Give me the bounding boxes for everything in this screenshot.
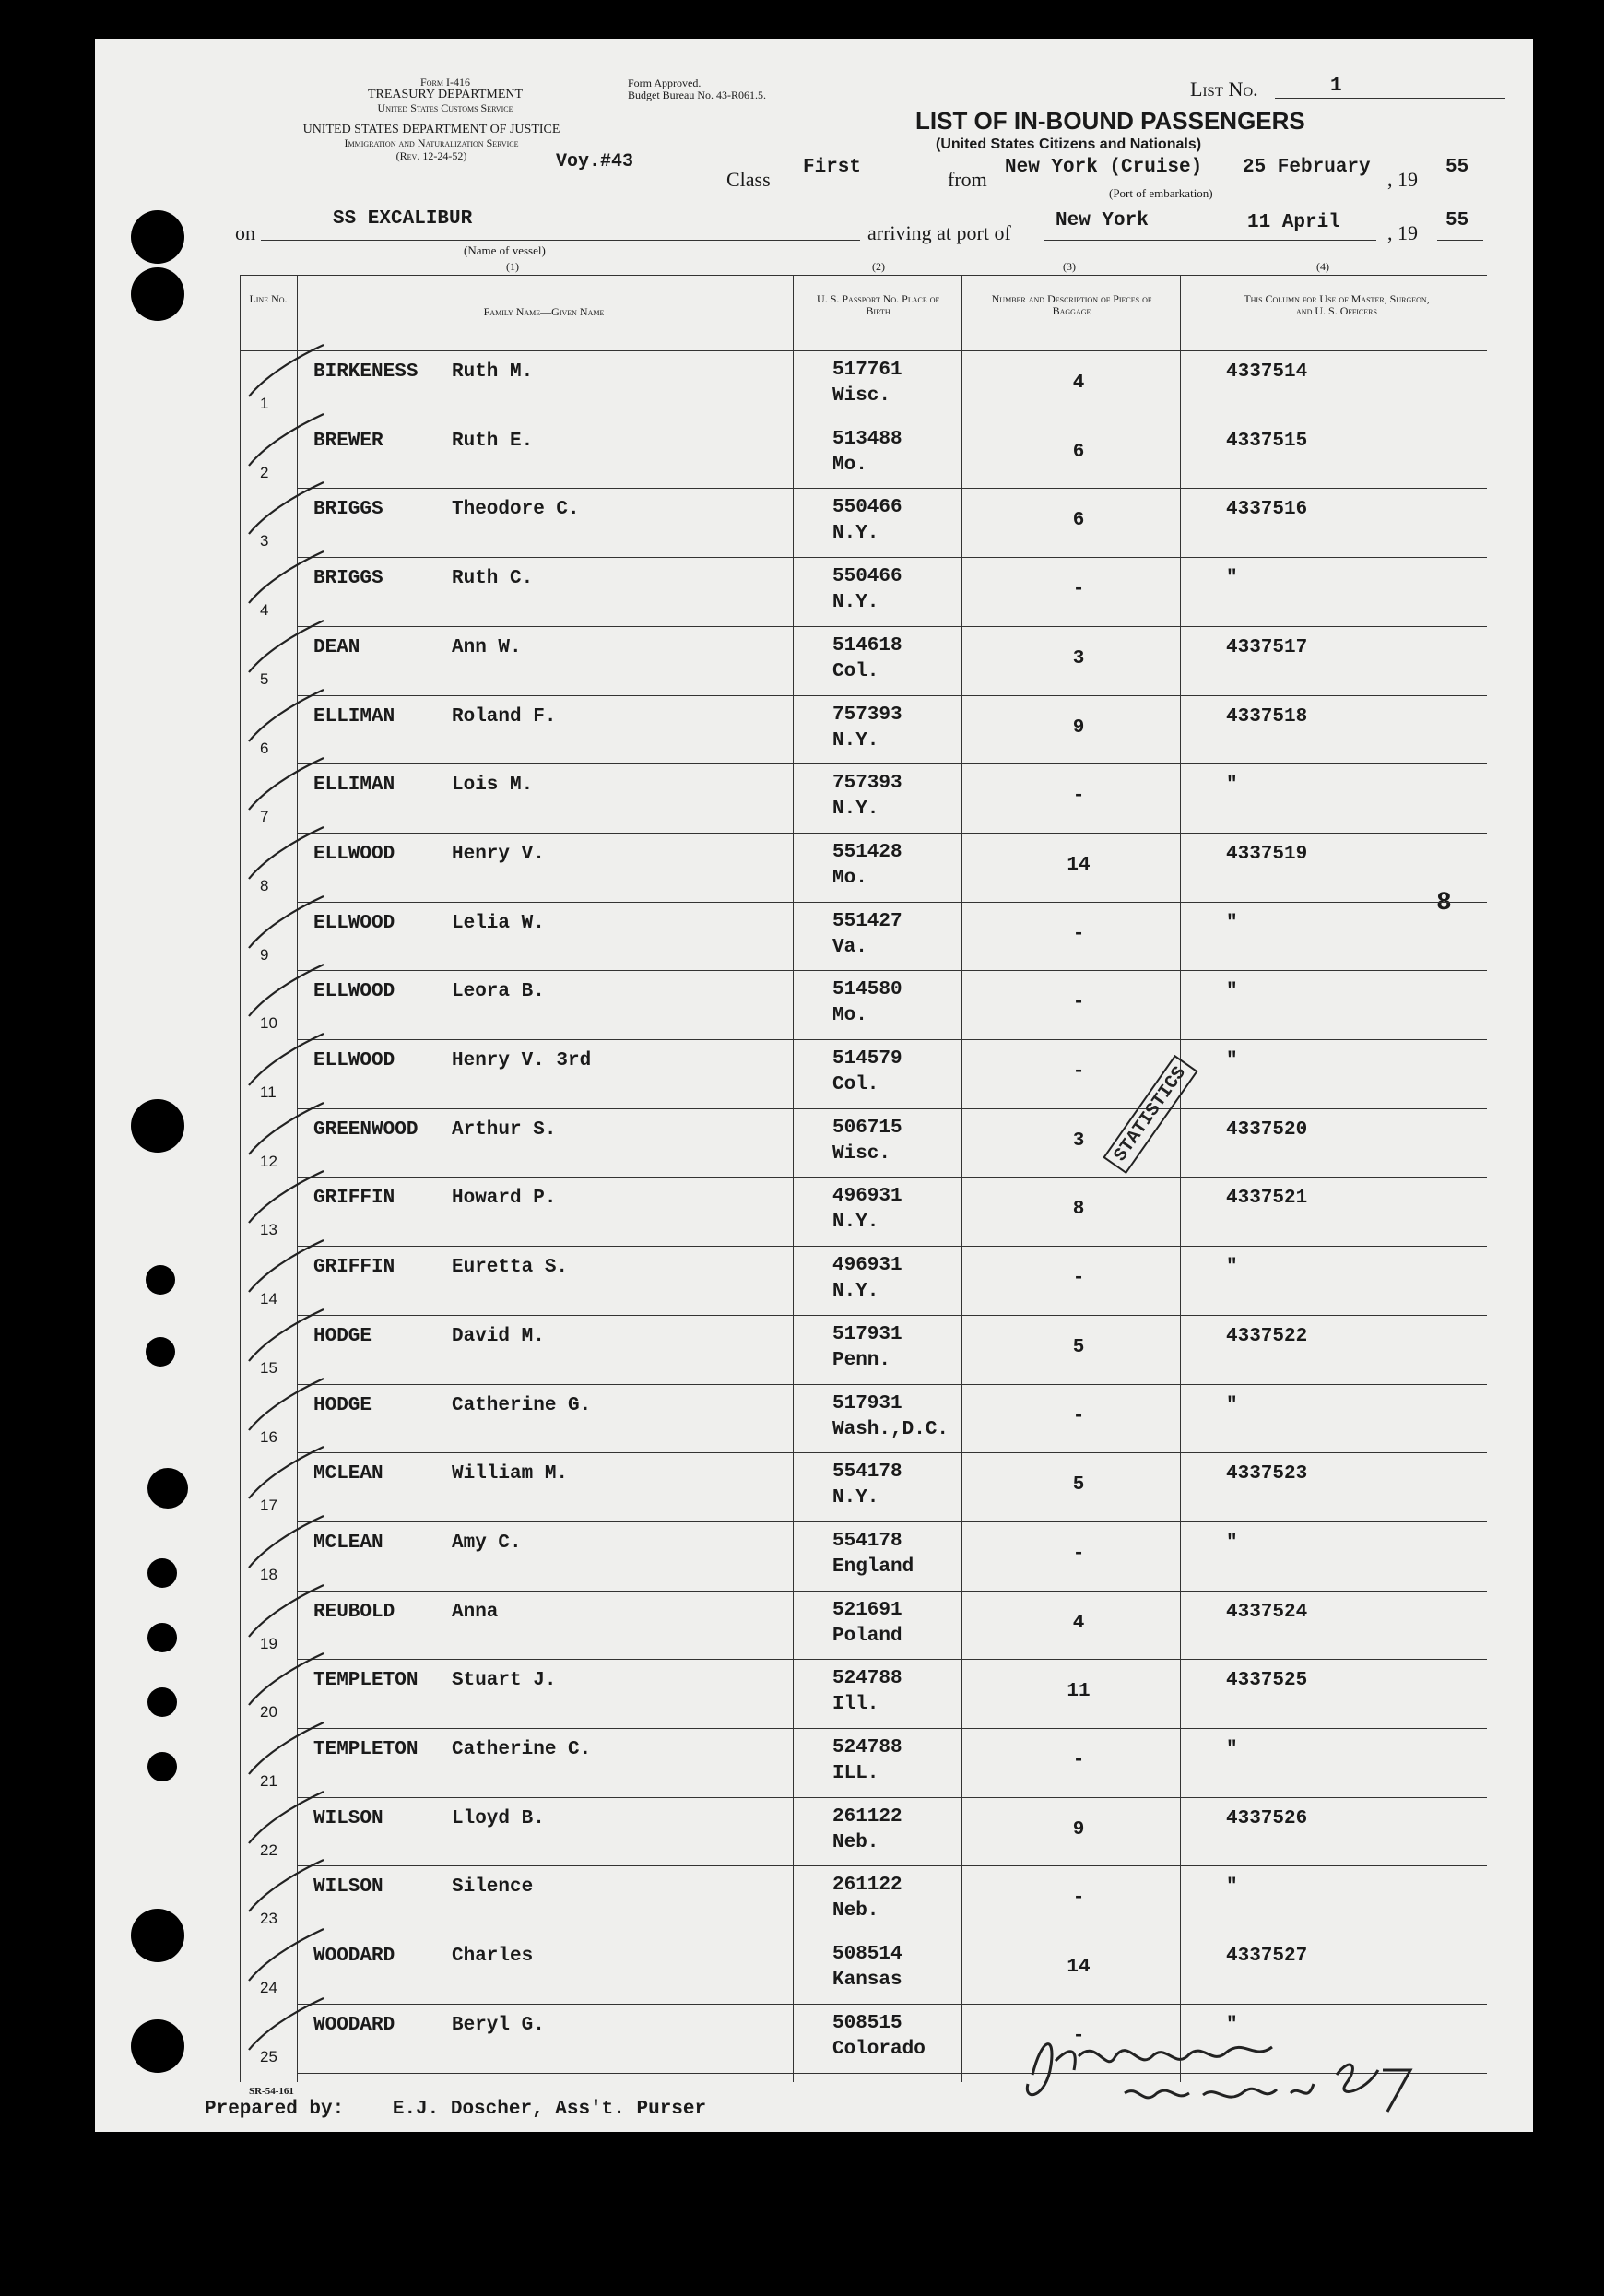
family-name: BRIGGS [313, 568, 383, 590]
table-row [240, 1865, 1487, 1935]
table-row [240, 1384, 1487, 1453]
given-name: Catherine C. [452, 1739, 592, 1760]
family-name: TEMPLETON [313, 1739, 419, 1760]
table-row [240, 626, 1487, 695]
line-number: 24 [260, 1979, 277, 1997]
passport-number: 261122 [832, 1805, 902, 1828]
justice-name: UNITED STATES DEPARTMENT OF JUSTICE [302, 123, 560, 136]
place-of-birth: ILL. [832, 1763, 879, 1784]
given-name: Ruth M. [452, 361, 534, 383]
place-of-birth: Col. [832, 1074, 879, 1095]
inspector-signature [1014, 2019, 1493, 2121]
line-number: 1 [260, 395, 269, 412]
given-name: Arthur S. [452, 1118, 557, 1141]
arrival-year-value: 55 [1445, 210, 1469, 231]
line-number: 6 [260, 739, 269, 757]
place-of-birth: Wash.,D.C. [832, 1418, 949, 1440]
vessel-line [261, 240, 860, 241]
table-row [240, 763, 1487, 833]
baggage-count: 6 [1072, 510, 1085, 532]
place-of-birth: Wisc. [832, 1142, 891, 1165]
officer-number: " [1226, 912, 1238, 934]
family-name: BIRKENESS [313, 361, 419, 383]
passport-number: 513488 [832, 428, 902, 450]
passport-number: 514580 [832, 979, 902, 1001]
form-approved: Form Approved. [628, 77, 702, 89]
passport-number: 524788 [832, 1668, 902, 1690]
line-number: 21 [260, 1772, 277, 1790]
place-of-birth: England [832, 1556, 914, 1578]
family-name: MCLEAN [313, 1463, 383, 1485]
table-row [240, 1659, 1487, 1728]
place-of-birth: Ill. [832, 1694, 879, 1716]
line-number: 5 [260, 669, 269, 688]
baggage-count: - [1072, 992, 1085, 1014]
place-of-birth: Kansas [832, 1970, 902, 1992]
table-row [240, 488, 1487, 557]
line-number: 9 [260, 945, 269, 964]
passenger-table [240, 275, 1487, 2082]
family-name: GRIFFIN [313, 1257, 395, 1279]
passport-number: 524788 [832, 1737, 902, 1758]
family-name: BREWER [313, 430, 383, 452]
passport-number: 551428 [832, 841, 902, 863]
place-of-birth: Poland [832, 1625, 902, 1647]
table-row [240, 1591, 1487, 1660]
place-of-birth: N.Y. [832, 799, 879, 821]
punch-hole [147, 1468, 188, 1509]
table-row [240, 1521, 1487, 1591]
officer-number: " [1226, 1050, 1238, 1071]
given-name: Beryl G. [452, 2014, 545, 2036]
place-of-birth: N.Y. [832, 1281, 879, 1303]
punch-hole [147, 1687, 177, 1717]
form-number: Form I-416 [420, 76, 470, 89]
table-top-border [240, 275, 1487, 276]
officer-number: " [1226, 1739, 1238, 1760]
table-row [240, 1039, 1487, 1108]
budget-bureau: Budget Bureau No. 43-R061.5. [628, 89, 766, 101]
passport-number: 521691 [832, 1599, 902, 1621]
punch-hole [147, 1623, 177, 1652]
port-embarkation-label: (Port of embarkation) [1109, 186, 1213, 200]
place-of-birth: N.Y. [832, 1212, 879, 1234]
place-of-birth: N.Y. [832, 523, 879, 545]
passport-number: 757393 [832, 773, 902, 795]
baggage-count: 14 [1067, 854, 1091, 876]
given-name: Ruth E. [452, 430, 534, 452]
given-name: Amy C. [452, 1532, 522, 1554]
from-year-value: 55 [1445, 157, 1469, 178]
officer-number: 4337514 [1226, 361, 1308, 383]
passport-number: 517761 [832, 360, 902, 381]
family-name: ELLIMAN [313, 705, 395, 728]
family-name: HODGE [313, 1394, 372, 1416]
given-name: Anna [452, 1601, 499, 1623]
given-name: Henry V. [452, 843, 545, 865]
voyage-number: Voy.#43 [556, 151, 634, 172]
approval-block [628, 77, 766, 101]
line-number: 12 [260, 1152, 277, 1170]
given-name: Lois M. [452, 775, 534, 797]
line-number: 16 [260, 1427, 277, 1446]
on-label: on [235, 221, 255, 244]
given-name: Silence [452, 1876, 534, 1899]
officer-number: 4337517 [1226, 636, 1308, 658]
header-officers: This Column for Use of Master, Surgeon, and U. S. Officers [1244, 292, 1430, 317]
table-row [240, 1246, 1487, 1315]
arrival-port-value: New York [1056, 210, 1149, 231]
given-name: Catherine G. [452, 1394, 592, 1416]
header-baggage: Number and Description of Pieces of Baggage [991, 292, 1152, 317]
place-of-birth: Mo. [832, 867, 867, 889]
baggage-count: 14 [1067, 1957, 1091, 1979]
page-subtitle: (United States Citizens and Nationals) [936, 136, 1202, 152]
baggage-count: - [1072, 579, 1085, 601]
officer-number: 4337520 [1226, 1118, 1308, 1141]
line-number: 3 [260, 532, 269, 550]
list-no-value: 1 [1330, 76, 1342, 97]
from-date-value: 25 February [1243, 157, 1371, 178]
baggage-count: - [1072, 786, 1085, 808]
from-year-label: , 19 [1387, 168, 1418, 191]
col2-number: (2) [872, 260, 885, 273]
given-name: Lloyd B. [452, 1807, 545, 1829]
officer-number: 4337516 [1226, 499, 1308, 521]
place-of-birth: Mo. [832, 454, 867, 476]
family-name: GRIFFIN [313, 1188, 395, 1210]
ins-name: Immigration and Naturalization Service [344, 136, 519, 149]
list-no-line [1275, 98, 1505, 99]
given-name: Theodore C. [452, 499, 580, 521]
col1-number: (1) [506, 260, 519, 273]
col3-number: (3) [1063, 260, 1076, 273]
officer-number: 4337527 [1226, 1946, 1308, 1968]
punch-hole [131, 2019, 184, 2073]
table-row [240, 970, 1487, 1039]
officer-number: 4337519 [1226, 843, 1308, 865]
line-number: 18 [260, 1565, 277, 1583]
form-revision: (Rev. 12-24-52) [395, 149, 467, 162]
place-of-birth: Neb. [832, 1831, 879, 1853]
baggage-count: 6 [1072, 441, 1085, 463]
arrival-line [1044, 240, 1376, 241]
dept-name: TREASURY DEPARTMENT [367, 88, 524, 101]
from-port-value: New York (Cruise) [1005, 157, 1203, 178]
officer-number: " [1226, 981, 1238, 1003]
family-name: HODGE [313, 1325, 372, 1347]
line-number: 23 [260, 1910, 277, 1928]
passport-number: 517931 [832, 1392, 902, 1414]
place-of-birth: Colorado [832, 2038, 926, 2060]
officer-number: " [1226, 2014, 1238, 2036]
family-name: DEAN [313, 636, 360, 658]
passport-number: 508514 [832, 1944, 902, 1966]
officer-number: 4337526 [1226, 1807, 1308, 1829]
line-number: 20 [260, 1703, 277, 1722]
baggage-count: - [1072, 1405, 1085, 1427]
arriving-label: arriving at port of [867, 221, 1011, 244]
family-name: TEMPLETON [313, 1670, 419, 1692]
given-name: Henry V. 3rd [452, 1050, 592, 1071]
given-name: Ann W. [452, 636, 522, 658]
table-row [240, 1935, 1487, 2004]
line-number: 25 [260, 2047, 277, 2065]
line-number: 19 [260, 1634, 277, 1652]
table-row [240, 695, 1487, 764]
list-no-label: List No. [1190, 77, 1258, 101]
officer-number: " [1226, 1257, 1238, 1279]
vessel-value: SS EXCALIBUR [333, 208, 473, 230]
baggage-count: 3 [1072, 1130, 1085, 1152]
header-passport: U. S. Passport No. Place of Birth [817, 292, 939, 317]
baggage-count: 9 [1072, 1818, 1085, 1840]
given-name: Leora B. [452, 981, 545, 1003]
baggage-count: 11 [1067, 1681, 1091, 1703]
family-name: WOODARD [313, 1946, 395, 1968]
given-name: Stuart J. [452, 1670, 557, 1692]
punch-hole [131, 1909, 184, 1962]
place-of-birth: N.Y. [832, 1487, 879, 1509]
baggage-count: - [1072, 1750, 1085, 1771]
baggage-count: 4 [1072, 1612, 1085, 1634]
line-number: 2 [260, 463, 269, 481]
table-row [240, 1108, 1487, 1178]
place-of-birth: Va. [832, 936, 867, 958]
family-name: ELLWOOD [313, 981, 395, 1003]
family-name: ELLWOOD [313, 912, 395, 934]
family-name: BRIGGS [313, 499, 383, 521]
form-code: SR-54-161 [249, 2086, 294, 2097]
arrival-date-value: 11 April [1247, 212, 1340, 233]
officer-number: " [1226, 775, 1238, 797]
customs-name: United States Customs Service [377, 101, 513, 114]
punch-hole [147, 1558, 177, 1588]
family-name: REUBOLD [313, 1601, 395, 1623]
passport-number: 514618 [832, 634, 902, 657]
passport-number: 550466 [832, 566, 902, 588]
given-name: Ruth C. [452, 568, 534, 590]
punch-hole [146, 1337, 175, 1367]
place-of-birth: Penn. [832, 1349, 891, 1371]
given-name: Howard P. [452, 1188, 557, 1210]
statistics-stamp: STATISTICS [1103, 1055, 1197, 1174]
baggage-count: 9 [1072, 716, 1085, 739]
officer-number: 4337523 [1226, 1463, 1308, 1485]
baggage-count: 3 [1072, 647, 1085, 669]
passport-number: 506715 [832, 1117, 902, 1139]
passport-number: 496931 [832, 1186, 902, 1208]
punch-hole [131, 267, 184, 321]
place-of-birth: Wisc. [832, 385, 891, 407]
from-label: from [948, 168, 987, 191]
table-row [240, 902, 1487, 971]
place-of-birth: Mo. [832, 1005, 867, 1027]
table-row [240, 420, 1487, 489]
punch-hole [131, 1099, 184, 1153]
form-id-block [344, 76, 547, 114]
table-row [240, 1797, 1487, 1866]
class-value: First [803, 157, 862, 178]
baggage-count: 5 [1072, 1336, 1085, 1358]
table-row [240, 1315, 1487, 1384]
officer-number: 4337518 [1226, 705, 1308, 728]
baggage-count: 4 [1072, 373, 1085, 394]
place-of-birth: Col. [832, 660, 879, 682]
baggage-count: - [1072, 1268, 1085, 1290]
officer-number: 4337515 [1226, 430, 1308, 452]
header-name: Family Name—Given Name [483, 305, 605, 318]
officer-number: 4337524 [1226, 1601, 1308, 1623]
given-name: Charles [452, 1946, 534, 1968]
table-row [240, 833, 1487, 902]
prepared-by-block [205, 2099, 706, 2120]
officer-number: 4337522 [1226, 1325, 1308, 1347]
punch-hole [146, 1265, 175, 1295]
line-number: 11 [260, 1083, 277, 1101]
line-number: 8 [260, 876, 269, 894]
table-row [240, 1452, 1487, 1521]
officer-number: " [1226, 1876, 1238, 1899]
place-of-birth: N.Y. [832, 729, 879, 752]
margin-mark: 8 [1436, 889, 1452, 917]
family-name: WILSON [313, 1807, 383, 1829]
table-row [240, 1177, 1487, 1246]
line-number: 17 [260, 1497, 277, 1515]
given-name: Euretta S. [452, 1257, 569, 1279]
given-name: William M. [452, 1463, 569, 1485]
baggage-count: - [1072, 1543, 1085, 1565]
passport-number: 757393 [832, 704, 902, 726]
given-name: Roland F. [452, 705, 557, 728]
vessel-label: (Name of vessel) [464, 243, 546, 257]
baggage-count: - [1072, 1888, 1085, 1910]
table-row [240, 350, 1487, 420]
passport-number: 551427 [832, 910, 902, 932]
page-title: LIST OF IN-BOUND PASSENGERS [915, 107, 1305, 135]
officer-number: 4337525 [1226, 1670, 1308, 1692]
passport-number: 508515 [832, 2012, 902, 2034]
table-row [240, 1728, 1487, 1797]
officer-number: " [1226, 1532, 1238, 1554]
baggage-count: - [1072, 2025, 1085, 2047]
line-number: 14 [260, 1290, 277, 1308]
line-number: 4 [260, 601, 269, 620]
arrival-year-label: , 19 [1387, 221, 1418, 244]
given-name: David M. [452, 1325, 545, 1347]
table-row [240, 557, 1487, 626]
family-name: GREENWOOD [313, 1118, 419, 1141]
family-name: WILSON [313, 1876, 383, 1899]
family-name: ELLIMAN [313, 775, 395, 797]
arrival-year-line [1437, 240, 1483, 241]
baggage-count: 8 [1072, 1199, 1085, 1221]
line-number: 13 [260, 1221, 277, 1239]
place-of-birth: Neb. [832, 1900, 879, 1923]
passport-number: 517931 [832, 1323, 902, 1345]
passport-number: 554178 [832, 1530, 902, 1552]
line-number: 10 [260, 1014, 277, 1033]
baggage-count: 5 [1072, 1474, 1085, 1497]
family-name: WOODARD [313, 2014, 395, 2036]
passport-number: 514579 [832, 1048, 902, 1070]
passport-number: 554178 [832, 1462, 902, 1484]
prepared-by-name: E.J. Doscher, Ass't. Purser [392, 2099, 707, 2120]
class-label: Class [726, 168, 771, 191]
passport-number: 496931 [832, 1255, 902, 1277]
punch-hole [147, 1752, 177, 1781]
punch-hole [131, 210, 184, 264]
officer-number: 4337521 [1226, 1188, 1308, 1210]
baggage-count: - [1072, 1061, 1085, 1083]
officer-number: " [1226, 568, 1238, 590]
line-number: 22 [260, 1840, 277, 1859]
prepared-label: Prepared by: [205, 2099, 345, 2120]
place-of-birth: N.Y. [832, 592, 879, 614]
given-name: Lelia W. [452, 912, 545, 934]
line-number: 7 [260, 808, 269, 826]
line-number: 15 [260, 1358, 277, 1377]
header-line-no: Line No. [249, 292, 288, 305]
baggage-count: - [1072, 923, 1085, 945]
officer-number: " [1226, 1394, 1238, 1416]
col4-number: (4) [1316, 260, 1329, 273]
passport-number: 261122 [832, 1875, 902, 1897]
family-name: MCLEAN [313, 1532, 383, 1554]
family-name: ELLWOOD [313, 843, 395, 865]
passport-number: 550466 [832, 497, 902, 519]
family-name: ELLWOOD [313, 1050, 395, 1071]
